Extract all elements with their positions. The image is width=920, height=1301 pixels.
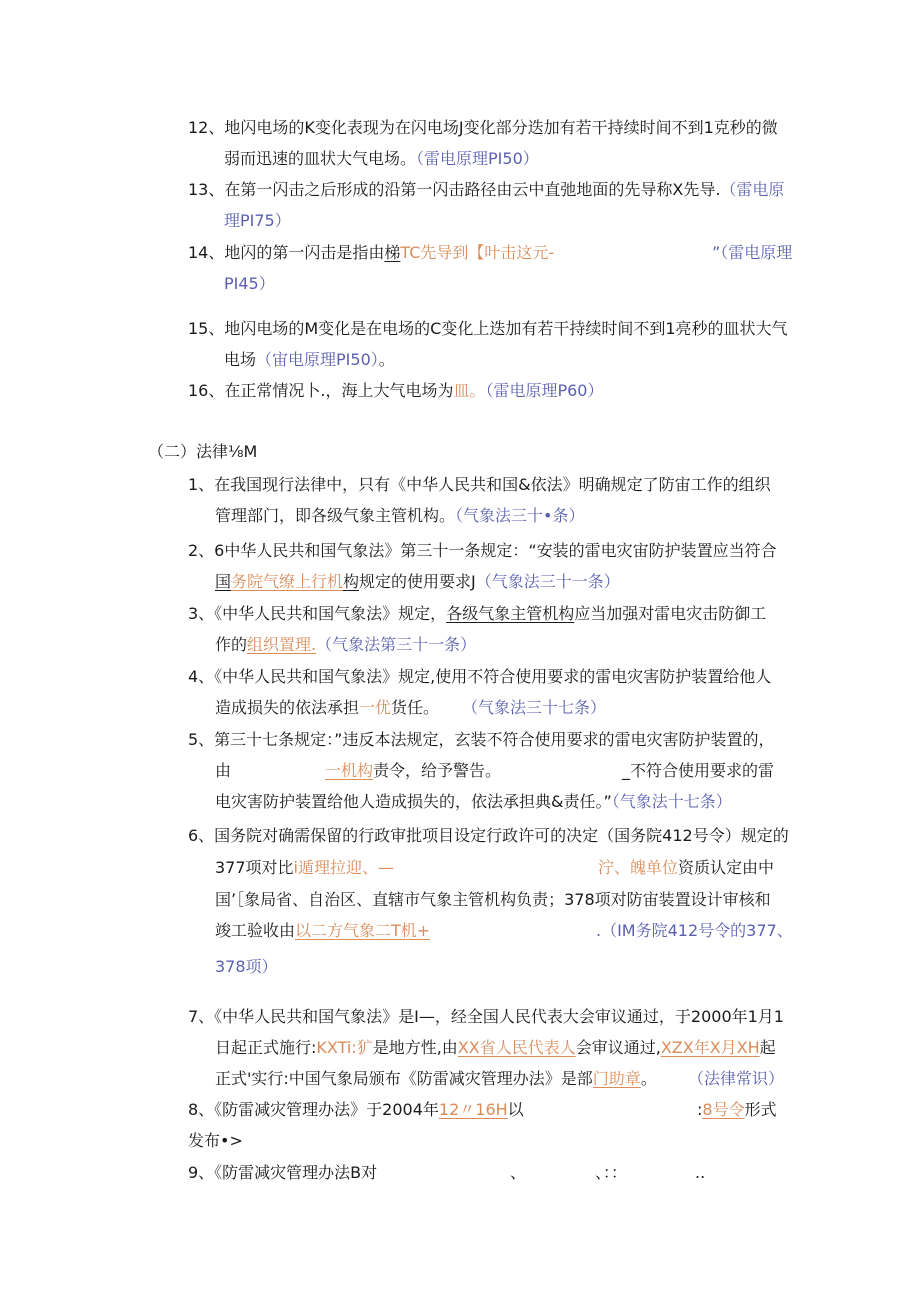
law7-answer-4: 门助章	[592, 1069, 641, 1088]
law6-line4b	[596, 921, 793, 941]
law3-line1	[188, 604, 766, 624]
law9-punct-2	[595, 1163, 627, 1183]
law9-punct-3	[695, 1163, 705, 1183]
q12-line1	[188, 118, 778, 138]
law7-text-2: 日起正式施行:	[215, 1038, 317, 1057]
law8-line1b	[697, 1100, 777, 1120]
q14-line1	[188, 243, 554, 263]
law3-line2	[215, 635, 476, 655]
law8-colon: :	[697, 1100, 703, 1119]
law1-text-2: 管理部门，即各级气象主管机构。	[215, 506, 456, 525]
law7-line1	[188, 1007, 784, 1027]
law7-text-7: 。	[640, 1069, 657, 1088]
law5-line2c	[622, 761, 774, 781]
law7-answer: KXTi:犷	[316, 1038, 373, 1057]
q14-line1-ref	[712, 243, 792, 263]
q16-reference: （雷电原理P60）	[485, 381, 604, 400]
law2-underlined-2: 构	[343, 572, 360, 591]
law9-punctuation-3: ..	[695, 1163, 706, 1182]
law7-text-6: 正式'实行:中国气象局颁布《防雷减灾管理办法》是部	[215, 1069, 593, 1088]
q15-end: 。	[378, 350, 395, 369]
law5-text-4: _不符合使用要求的雷	[622, 761, 775, 780]
law1-reference: （气象法三十•条）	[455, 506, 585, 525]
law9-punctuation-2: 、：：	[595, 1163, 628, 1182]
section-title: （二）法律⅛M	[148, 442, 258, 461]
law5-line2b	[325, 761, 501, 781]
law2-text-2: 规定的使用要求J	[359, 572, 476, 591]
q14-quote-mark: ”	[712, 243, 721, 262]
q12-text: 12、地闪电场的K变化表现为在闪电场J变化部分迭加有若干持续时间不到1克秒的微	[188, 118, 778, 137]
q14-text: 14、地闪的第一闪击是指由	[188, 243, 385, 262]
law6-answer-2: 泞、魄单位	[598, 858, 679, 877]
law8-answer: 12〃16H	[438, 1100, 508, 1119]
law6-text-4: 国’［象局省、自治区、直辖市气象主管机构负责；378项对防宙装置设计审核和	[215, 890, 771, 909]
law6-answer-3: 以二方气象二T机+	[295, 921, 431, 940]
law5-line2a	[215, 761, 231, 781]
q14-answer: TC先导到【叶击这元-	[400, 243, 555, 262]
law2-line1	[188, 541, 777, 561]
law5-text: 5、第三十七条规定：”违反本法规定，玄装不符合使用要求的雷电灾害防护装置的，	[188, 730, 775, 749]
law8-answer-2: 8号令	[702, 1100, 745, 1119]
q14-reference-2: PI45）	[224, 274, 275, 293]
q16-line1	[188, 381, 603, 401]
law1-line2	[215, 506, 584, 526]
law4-ref-line	[462, 698, 606, 718]
law6-text-2: 377项对比	[215, 858, 294, 877]
law9-punct-1	[510, 1163, 526, 1183]
law6-line5	[215, 957, 278, 977]
law8-text-3: 形式	[744, 1100, 777, 1119]
law7-text-5: 起	[759, 1038, 776, 1057]
law3-answer: 组织置理.	[247, 635, 317, 654]
law7-text-4: 会审议通过,	[575, 1038, 661, 1057]
law3-reference: （气象法第三十一条）	[316, 635, 477, 654]
q15-reference: （宙电原理PI50）	[256, 350, 379, 369]
law6-line2a	[215, 858, 394, 878]
q15-text-2: 电场	[224, 350, 257, 369]
q13-line2	[224, 211, 291, 231]
law6-text-5: 竣工验收由	[215, 921, 296, 940]
law2-text: 2、6中华人民共和国气象法》第三十一条规定：“安装的雷电灾宙防护装置应当符合	[188, 541, 777, 560]
law6-reference-2: 378项）	[215, 957, 278, 976]
law3-text-3: 作的	[215, 635, 248, 654]
law5-text-2: 由	[215, 761, 232, 780]
q14-line2	[224, 274, 275, 294]
law4-reference: （气象法三十七条）	[462, 698, 607, 717]
law2-answer: 务院气缭上行机	[231, 572, 344, 591]
law6-line1	[188, 826, 789, 846]
law6-text: 6、国务院对确需保留的行政审批项目设定行政许可的决定（国务院412号令）规定的	[188, 826, 789, 845]
law8-text: 8、《防雷减灾管理办法》于2004年	[188, 1100, 439, 1119]
law5-text-3: 责令，给予警告。	[373, 761, 502, 780]
q15-line2	[224, 350, 395, 370]
law3-underlined: 各级气象主管机构	[446, 604, 575, 623]
law6-reference: .（IM务院412号令的377、	[596, 921, 793, 940]
law4-line2	[215, 698, 439, 718]
law6-line4a	[215, 921, 430, 941]
q14-reference: （雷电原理	[720, 243, 793, 262]
law8-line2	[188, 1131, 243, 1151]
law1-line1	[188, 475, 771, 495]
law8-line1a	[188, 1100, 524, 1120]
law8-text-2: 以	[507, 1100, 524, 1119]
law4-text: 4、《中华人民共和国气象法》规定,使用不符合使用要求的雷电灾害防护装置给他人	[188, 667, 772, 686]
law5-reference: （气象法十七条）	[611, 792, 732, 811]
law5-line3	[215, 792, 732, 812]
q14-underlined: 梯	[384, 243, 401, 262]
q12-text-2: 弱而迅速的皿状大气电场。	[224, 149, 417, 168]
law9-text: 9、《防雷减灾管理办法B对	[188, 1163, 378, 1182]
law7-text: 7、《中华人民共和国气象法》是I—，经全国人民代表大会审议通过，于2000年1月1	[188, 1007, 784, 1026]
q16-answer: 皿。	[453, 381, 486, 400]
law7-line2	[215, 1038, 776, 1058]
law4-text-3: 货任。	[391, 698, 440, 717]
q12-reference: （雷电原理PI50）	[416, 149, 539, 168]
law7-line3	[215, 1069, 657, 1089]
law1-text: 1、在我国现行法律中，只有《中华人民共和国&依法》明确规定了防宙工作的组织	[188, 475, 771, 494]
law3-text: 3、《中华人民共和国气象法》规定，	[188, 604, 447, 623]
q13-reference-2: 理PI75）	[224, 211, 291, 230]
law6-answer: i遁理拉迎、—	[293, 858, 394, 877]
q15-line1	[188, 319, 788, 339]
law3-text-2: 应当加强对雷电灾击防御工	[574, 604, 767, 623]
law6-line3	[215, 890, 771, 910]
law4-line1	[188, 667, 771, 687]
law2-underlined: 国	[215, 572, 232, 591]
q13-reference: （雷电原	[720, 180, 785, 199]
law7-answer-2: XX省人民代表人	[457, 1038, 576, 1057]
law7-reference: （法律常识）	[688, 1069, 785, 1088]
law5-answer: 一机构	[325, 761, 374, 780]
law7-text-3: 是地方性,由	[372, 1038, 458, 1057]
law7-answer-3: XZX年X月XH	[660, 1038, 760, 1057]
law9-line1	[188, 1163, 377, 1183]
q13-text: 13、在第一闪击之后形成的沿第一闪击路径由云中直弛地面的先导称X先导.	[188, 180, 721, 199]
law6-line2b	[598, 858, 774, 878]
law6-text-3: 资质认定由中	[678, 858, 775, 877]
q16-text: 16、在正常情况卜.，海上大气电场为	[188, 381, 454, 400]
law7-ref-line	[688, 1069, 784, 1089]
q12-line2	[224, 149, 539, 169]
law5-text-5: 电灾害防护装置给他人造成损失的，依法承担典&责任。”	[215, 792, 612, 811]
law9-punctuation: 、	[510, 1163, 527, 1182]
law2-reference: （气象法三十一条）	[475, 572, 620, 591]
law5-line1	[188, 730, 774, 750]
law4-text-2: 造成损失的依法承担	[215, 698, 360, 717]
law2-line2	[215, 572, 620, 592]
law8-text-4: 发布•>	[188, 1131, 243, 1150]
q13-line1	[188, 180, 784, 200]
section-heading	[148, 442, 257, 462]
q15-text: 15、地闪电场的M变化是在电场的C变化上迭加有若干持续时间不到1亮秒的皿状大气	[188, 319, 788, 338]
law4-answer: 一优	[359, 698, 392, 717]
